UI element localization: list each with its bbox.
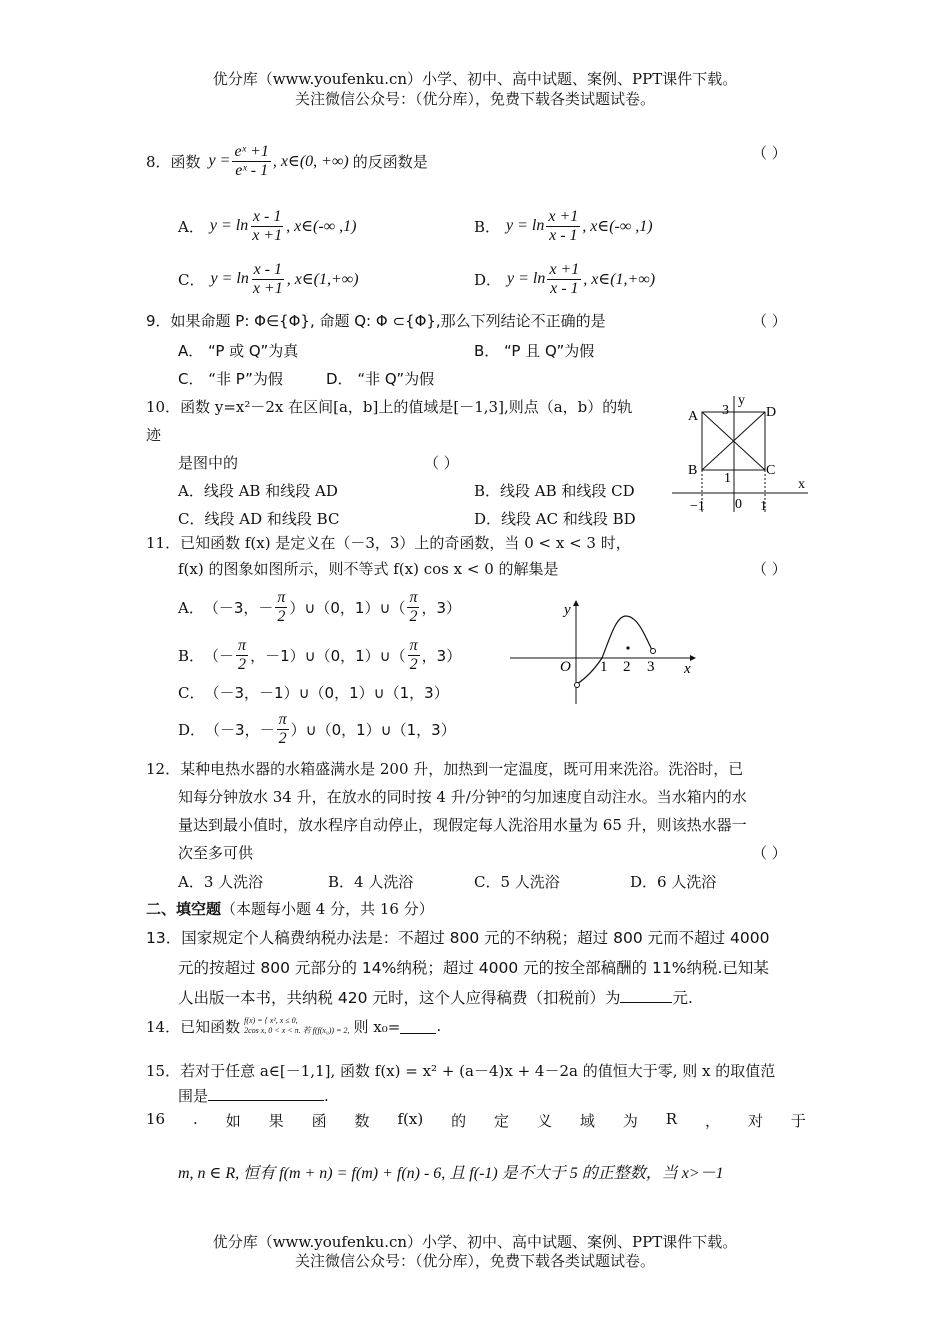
q8-c-frac bbox=[251, 261, 285, 298]
q10-tick-0: 0 bbox=[735, 497, 742, 512]
q8-y: y = bbox=[208, 152, 231, 169]
q10-label-y: y bbox=[738, 393, 745, 408]
q8-b-den: x - 1 bbox=[549, 226, 578, 244]
header-line-1: 优分库（www.youfenku.cn）小学、初中、高中试题、案例、PPT课件下载。 bbox=[212, 70, 738, 88]
q8-b-post: , x∈(-∞ ,1) bbox=[582, 218, 653, 235]
q11-label-x: x bbox=[684, 661, 691, 677]
q16-w13: ， bbox=[705, 1112, 721, 1130]
q11-a-frac1 bbox=[275, 589, 287, 626]
q11-label-o: O bbox=[560, 659, 571, 675]
q11-tick-3: 3 bbox=[647, 659, 655, 675]
q11-d-label: D． bbox=[178, 720, 206, 739]
q10-label-x: x bbox=[798, 477, 805, 492]
q10-stem-cont: 迹 bbox=[146, 426, 162, 444]
q8-a-den: x +1 bbox=[252, 226, 283, 244]
q8-domain: , x∈(0, +∞) bbox=[272, 153, 349, 170]
q11-a-label: A． bbox=[178, 598, 204, 617]
q10-option-c: C．线段 AD 和线段 BC bbox=[178, 510, 340, 528]
q9-option-c: C． “非 P”为假 bbox=[178, 370, 283, 388]
q10-label-a: A bbox=[688, 409, 699, 424]
q15-line-2-text: 围是 bbox=[178, 1087, 209, 1105]
q11-figure bbox=[506, 598, 696, 708]
q11-stem: 11．已知函数 f(x) 是定义在（－3，3）上的奇函数，当 0 < x < 3 时， bbox=[146, 534, 631, 552]
q16-w14: 对 bbox=[747, 1112, 763, 1130]
q10-option-d: D．线段 AC 和线段 BD bbox=[474, 510, 636, 528]
q16-line-2: m, n ∈ R, 恒有 f(m + n) = f(m) + f(n) - 6, 且 f(-1) 是不大于 5 的正整数，当 x>－1 bbox=[178, 1165, 724, 1182]
q11-c-part1: （－3，－1）∪（0，1）∪（1，3） bbox=[204, 683, 449, 702]
q16-w15: 于 bbox=[790, 1112, 806, 1130]
q10-label-c: C bbox=[766, 463, 776, 478]
q11-b-frac2-den: 2 bbox=[409, 655, 418, 673]
q9-option-d: D． “非 Q”为假 bbox=[326, 370, 435, 388]
q10-label-b: B bbox=[688, 463, 698, 478]
q8-d-pre: y = ln bbox=[507, 270, 546, 287]
q12-line-3: 量达到最小值时，放水程序自动停止，现假定每人洗浴用水量为 65 升，则该热水器一 bbox=[178, 816, 747, 834]
q11-dot bbox=[626, 646, 629, 649]
q11-c-label: C． bbox=[178, 683, 205, 702]
q16-w7: 的 bbox=[451, 1112, 467, 1130]
q13-tail: 元. bbox=[672, 989, 693, 1007]
q9-option-b: B． “P 且 Q”为假 bbox=[474, 342, 595, 360]
section-2-title: 二、填空题 bbox=[146, 900, 222, 918]
q16-w10: 域 bbox=[579, 1112, 595, 1130]
q8-option-b bbox=[474, 204, 653, 248]
q11-option-a bbox=[178, 586, 461, 628]
q8-b-label: B． bbox=[474, 217, 501, 236]
q12-answer-paren: （ ） bbox=[752, 844, 787, 862]
q10-label-d: D bbox=[766, 405, 777, 420]
q11-a-frac1-num: π bbox=[277, 588, 286, 606]
q10-answer-paren: （ ） bbox=[424, 454, 459, 472]
q16-w1: . bbox=[193, 1110, 198, 1128]
q11-tick-2: 2 bbox=[623, 659, 631, 675]
q16-w6: f(x) bbox=[397, 1110, 424, 1128]
q8-c-pre: y = ln bbox=[210, 270, 249, 287]
q11-option-d bbox=[178, 708, 456, 750]
q16-w8: 定 bbox=[494, 1112, 510, 1130]
q8-d-frac bbox=[547, 261, 581, 298]
q10-tick-neg1: −1 bbox=[690, 499, 705, 514]
q8-a-frac bbox=[250, 208, 284, 245]
q8-c-post: , x∈(1,+∞) bbox=[286, 271, 359, 288]
q8-option-d bbox=[474, 257, 655, 301]
q10-tick-3: 3 bbox=[722, 403, 729, 418]
q8-d-num: x +1 bbox=[549, 260, 580, 278]
q9-answer-paren: （ ） bbox=[752, 312, 787, 330]
q11-b-label: B． bbox=[178, 646, 205, 665]
q10-tick-1: 1 bbox=[724, 471, 731, 486]
q15-line-2 bbox=[178, 1085, 329, 1106]
q8-a-num: x - 1 bbox=[252, 207, 282, 225]
q8-b-pre: y = ln bbox=[506, 217, 545, 234]
q16-w5: 数 bbox=[354, 1112, 370, 1130]
q11-open-point-left bbox=[575, 683, 580, 688]
q8-fraction bbox=[232, 143, 270, 180]
q14-piece-1: f(x) = { x², x ≤ 0, bbox=[244, 1016, 298, 1025]
q11-d-frac1-num: π bbox=[278, 710, 287, 728]
q8-fraction-den: eˣ - 1 bbox=[235, 161, 269, 179]
q16-w0: 16 bbox=[146, 1110, 166, 1128]
q8-tail: 的反函数是 bbox=[352, 152, 428, 171]
q10-option-b: B．线段 AB 和线段 CD bbox=[474, 482, 635, 500]
q12-line-2: 知每分钟放水 34 升，在放水的同时按 4 升/分钟²的匀加速度自动注水。当水箱内的水 bbox=[178, 788, 747, 806]
q11-d-part2: ）∪（0，1）∪（1，3） bbox=[290, 720, 456, 739]
q8-c-label: C． bbox=[178, 270, 205, 289]
q11-b-frac1-den: 2 bbox=[238, 655, 247, 673]
q10-stem: 10．函数 y=x²－2x 在区间[a，b]上的值域是[－1,3],则点（a，b）的轨 bbox=[146, 398, 633, 416]
q8-answer-paren: （ ） bbox=[752, 144, 787, 162]
q8-a-label: A． bbox=[178, 217, 204, 236]
q13-line-3 bbox=[178, 986, 693, 1008]
q14-piecewise bbox=[244, 1016, 349, 1036]
q8-d-post: , x∈(1,+∞) bbox=[583, 271, 656, 288]
q10-stem-cont-2: 是图中的 bbox=[178, 454, 239, 472]
q11-a-frac2-num: π bbox=[409, 588, 418, 606]
q11-b-frac1-num: π bbox=[238, 636, 247, 654]
q11-option-c bbox=[178, 680, 449, 704]
q12-option-d: D．6 人洗浴 bbox=[630, 873, 717, 891]
q12-line-4: 次至多可供 bbox=[178, 844, 254, 862]
q16-w12: R bbox=[665, 1110, 678, 1128]
q11-y-arrow bbox=[573, 600, 579, 606]
section-2-heading bbox=[146, 898, 434, 919]
header-line-2: 关注微信公众号：（优分库），免费下载各类试题试卷。 bbox=[294, 90, 655, 108]
q8-b-frac bbox=[546, 208, 580, 245]
q13-line-3-text: 人出版一本书，共纳税 420 元时，这个人应得稿费（扣税前）为 bbox=[178, 989, 621, 1007]
q11-x-arrow bbox=[690, 655, 696, 661]
q16-w9: 义 bbox=[536, 1112, 552, 1130]
q8-stem bbox=[146, 136, 428, 186]
q9-stem: 9．如果命题 P: Φ∈{Φ}, 命题 Q: Φ ⊂{Φ},那么下列结论不正确的是 bbox=[146, 312, 606, 330]
q8-a-post: , x∈(-∞ ,1) bbox=[286, 218, 357, 235]
q16-w3: 果 bbox=[268, 1112, 284, 1130]
q8-d-label: D． bbox=[474, 270, 502, 289]
q11-a-frac2 bbox=[407, 589, 419, 626]
q11-label-y: y bbox=[564, 602, 571, 618]
q11-stem-cont: f(x) 的图象如图所示，则不等式 f(x) cos x < 0 的解集是 bbox=[178, 560, 559, 578]
q11-b-part1: （－ bbox=[204, 646, 235, 665]
q12-option-b: B．4 人洗浴 bbox=[328, 873, 414, 891]
q15-line-1: 15．若对于任意 a∈[－1,1], 函数 f(x) = x² + (a－4)x + 4－2a 的值恒大于零, 则 x 的取值范 bbox=[146, 1062, 776, 1080]
q8-c-num: x - 1 bbox=[253, 260, 282, 278]
q11-a-frac1-den: 2 bbox=[277, 607, 286, 625]
q11-curve bbox=[577, 616, 652, 684]
q8-d-den: x - 1 bbox=[550, 279, 579, 297]
q12-option-c: C．5 人洗浴 bbox=[474, 873, 560, 891]
q8-option-a bbox=[178, 204, 356, 248]
footer-line-1: 优分库（www.youfenku.cn）小学、初中、高中试题、案例、PPT课件下载。 bbox=[212, 1233, 738, 1251]
q11-d-frac1 bbox=[277, 711, 289, 748]
q14 bbox=[146, 1010, 441, 1042]
q12-option-a: A．3 人洗浴 bbox=[178, 873, 264, 891]
q9-option-a: A． “P 或 Q”为真 bbox=[178, 342, 299, 360]
q11-a-part1: （－3，－ bbox=[203, 598, 274, 617]
q10-tick-x1: 1 bbox=[760, 499, 767, 514]
q16-line-1 bbox=[146, 1110, 806, 1131]
q12-line-1: 12．某种电热水器的水箱盛满水是 200 升，加热到一定温度，既可用来洗浴。洗浴时，已 bbox=[146, 760, 744, 778]
q11-a-part2: ）∪（0，1）∪（ bbox=[289, 598, 406, 617]
q11-answer-paren: （ ） bbox=[752, 560, 787, 578]
q8-c-den: x +1 bbox=[252, 279, 283, 297]
q10-option-a: A．线段 AB 和线段 AD bbox=[178, 482, 338, 500]
q13-line-2: 元的按超过 800 元部分的 14%纳税；超过 4000 元的按全部稿酬的 11%纳税.已知某 bbox=[178, 959, 769, 977]
q11-option-b bbox=[178, 634, 461, 676]
q11-a-part3: ，3） bbox=[421, 598, 462, 617]
q14-piece-2: 2cos x, 0 < x < π. 若 f(f(x₀)) = 2, bbox=[244, 1026, 350, 1035]
q13-answer-blank[interactable] bbox=[620, 988, 672, 1003]
q8-b-num: x +1 bbox=[548, 207, 579, 225]
q15-answer-blank[interactable] bbox=[208, 1086, 324, 1101]
q14-answer-blank[interactable] bbox=[400, 1019, 436, 1034]
q13-line-1: 13．国家规定个人稿费纳税办法是：不超过 800 元的不纳税；超过 800 元而不超过 4000 bbox=[146, 929, 770, 947]
q11-b-frac2-num: π bbox=[409, 636, 418, 654]
q8-option-c bbox=[178, 257, 359, 301]
q11-b-part2: ，－1）∪（0，1）∪（ bbox=[250, 646, 406, 665]
q8-fraction-num: eˣ +1 bbox=[234, 142, 269, 160]
q11-a-frac2-den: 2 bbox=[409, 607, 418, 625]
q11-open-point-right bbox=[651, 649, 656, 654]
q14-post: 则 x₀= bbox=[353, 1017, 401, 1036]
q11-b-frac2 bbox=[408, 637, 420, 674]
section-2-note: （本题每小题 4 分，共 16 分） bbox=[221, 900, 434, 918]
q11-b-part3: ，3） bbox=[421, 646, 462, 665]
q15-tail: . bbox=[324, 1087, 329, 1105]
q11-b-frac1 bbox=[236, 637, 248, 674]
q8-number: 8．函数 bbox=[146, 152, 201, 171]
q11-tick-1: 1 bbox=[600, 659, 608, 675]
q11-d-part1: （－3，－ bbox=[205, 720, 275, 739]
q16-w2: 如 bbox=[225, 1112, 241, 1130]
q16-w11: 为 bbox=[622, 1112, 638, 1130]
q10-figure bbox=[668, 390, 818, 520]
footer-line-2: 关注微信公众号：（优分库），免费下载各类试题试卷。 bbox=[294, 1252, 655, 1270]
q16-w4: 函 bbox=[311, 1112, 327, 1130]
q14-tail: . bbox=[436, 1017, 442, 1035]
q11-d-frac1-den: 2 bbox=[278, 729, 287, 747]
q8-a-pre: y = ln bbox=[209, 217, 249, 234]
q14-pre: 14．已知函数 bbox=[146, 1017, 241, 1036]
